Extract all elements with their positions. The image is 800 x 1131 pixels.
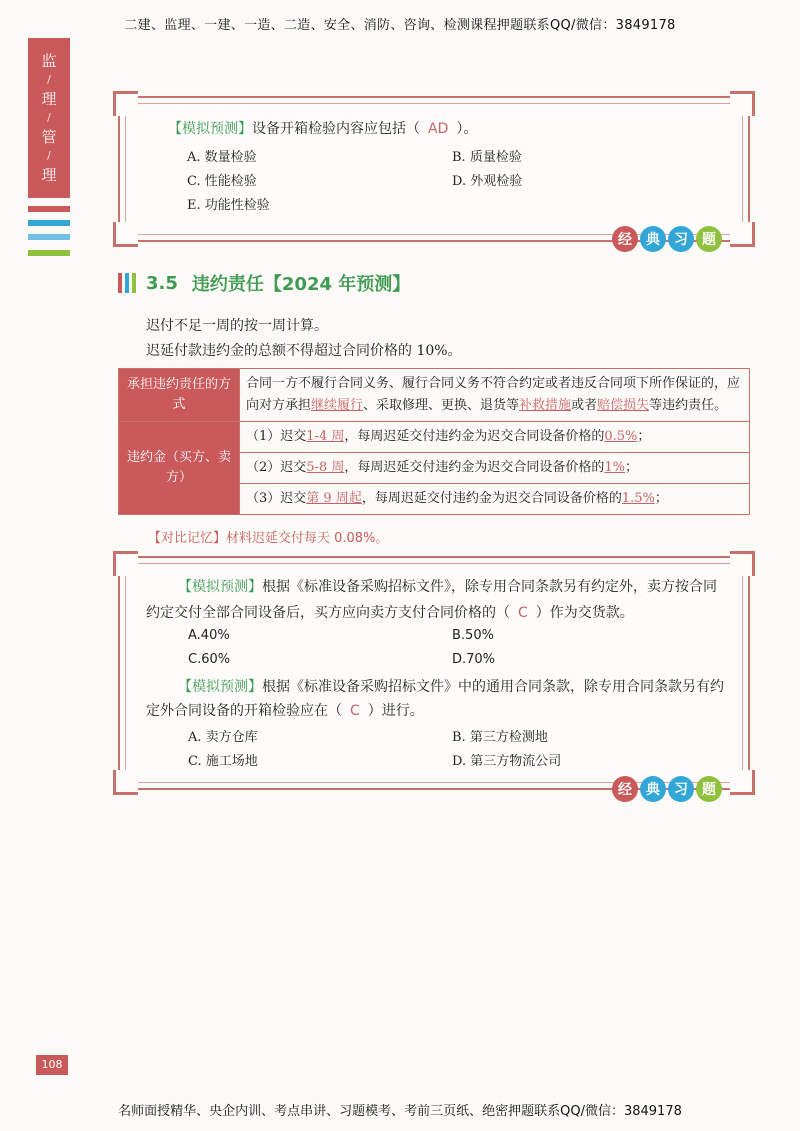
page-number: 108 (36, 1055, 68, 1075)
side-tab-divider: / (47, 73, 51, 86)
frame-corner (730, 770, 755, 795)
badge-char: 典 (640, 226, 666, 252)
question-2-line-2 (146, 602, 634, 622)
highlight-text: 补救措施 (519, 398, 572, 413)
option-a: A. 卖方仓库 (188, 730, 258, 745)
table-cell (240, 369, 750, 422)
side-tab (28, 38, 70, 198)
cell-text: ，每周迟延交付违约金为迟交合同设备价格的 (344, 429, 605, 444)
question-label: 【模拟预测】 (178, 679, 262, 695)
frame-corner (113, 222, 138, 247)
frame-corner (113, 551, 138, 576)
highlight-text: 继续履行 (311, 398, 364, 413)
cell-text: 、采取修理、更换、退货等 (363, 398, 520, 413)
highlight-text: 第 9 周起 (306, 491, 362, 506)
cell-text: 合同一方不履行合同义务、履行合同义务不符合约定或者违反合同项下所作保证的，应向对方承担 (246, 376, 741, 413)
question-text: 设备开箱检验内容应包括（ (252, 121, 420, 137)
frame-corner (730, 222, 755, 247)
cell-text: （2）迟交 (246, 460, 307, 475)
option-d: D. 第三方物流公司 (452, 754, 562, 769)
highlight-text: 0.5% (604, 429, 638, 444)
table-cell (240, 484, 750, 515)
answer-text: C (518, 605, 528, 621)
answer-text: AD (428, 121, 449, 137)
option-d: D. 外观检验 (452, 174, 523, 189)
option-a: A. 数量检验 (187, 150, 257, 165)
question-label: 【模拟预测】 (168, 121, 252, 137)
option-a: A.40% (188, 628, 230, 643)
frame-corner (113, 91, 138, 116)
option-b: B. 质量检验 (452, 150, 522, 165)
badge-char: 典 (640, 776, 666, 802)
option-b: B.50% (452, 628, 494, 643)
classic-exercise-badge (612, 226, 722, 252)
cell-text: ； (654, 491, 668, 506)
answer-text: C (350, 703, 360, 719)
compare-note: 【对比记忆】材料迟延交付每天 0.08%。 (148, 531, 389, 546)
footer-banner: 名师面授精华、央企内训、考点串讲、习题模考、考前三页纸、绝密押题联系QQ/微信：3849178 (118, 1104, 682, 1119)
frame-corner (113, 770, 138, 795)
question-2-line-1 (178, 576, 717, 596)
side-tab-char: 监 (41, 52, 57, 70)
question-3-line-2 (146, 700, 424, 720)
side-tab-char: 理 (41, 90, 57, 108)
question-text-end: ）。 (456, 121, 478, 137)
highlight-text: 1% (604, 460, 625, 475)
cell-text: ，每周迟延交付违约金为迟交合同设备价格的 (361, 491, 622, 506)
table-row (119, 369, 750, 422)
table-row-header: 承担违约责任的方式 (119, 369, 240, 422)
header-banner: 二建、监理、一建、一造、二造、安全、消防、咨询、检测课程押题联系QQ/微信：3849178 (124, 18, 676, 33)
section-title: 违约责任【2024 年预测】 (191, 274, 411, 295)
badge-char: 习 (668, 776, 694, 802)
paragraph: 迟付不足一周的按一周计算。 (146, 318, 328, 334)
question-text: 约定交付全部合同设备后，买方应向卖方支付合同价格的（ (146, 605, 510, 621)
cell-text: 等违约责任。 (649, 398, 728, 413)
badge-char: 经 (612, 226, 638, 252)
cell-text: 或者 (571, 398, 598, 413)
side-stripe-blue (28, 220, 70, 226)
option-e: E. 功能性检验 (187, 198, 270, 213)
badge-char: 习 (668, 226, 694, 252)
side-stripe-blue-2 (28, 234, 70, 240)
question-1-stem (168, 118, 477, 138)
section-number: 3.5 (146, 272, 178, 294)
question-text-end: ）作为交货款。 (535, 605, 634, 621)
question-text: 定外合同设备的开箱检验应在（ (146, 703, 342, 719)
option-b: B. 第三方检测地 (452, 730, 548, 745)
option-c: C. 施工场地 (188, 754, 258, 769)
section-bars-icon (118, 273, 136, 293)
table-row-header: 违约金（买方、卖方） (119, 422, 240, 515)
badge-char: 经 (612, 776, 638, 802)
frame-corner (730, 91, 755, 116)
cell-text: （3）迟交 (246, 491, 307, 506)
table-row (119, 422, 750, 453)
paragraph: 迟延付款违约金的总额不得超过合同价格的 10%。 (146, 343, 462, 359)
frame-corner (730, 551, 755, 576)
liability-table (118, 368, 750, 515)
side-stripe-red (28, 206, 70, 212)
question-text-end: ）进行。 (367, 703, 424, 719)
cell-text: （1）迟交 (246, 429, 307, 444)
classic-exercise-badge (612, 776, 722, 802)
side-tab-char: 管 (41, 128, 57, 146)
question-text: 根据《标准设备采购招标文件》，除专用合同条款另有约定外，卖方按合同 (262, 579, 717, 595)
side-tab-char: 理 (41, 166, 57, 184)
question-3-line-1 (178, 676, 724, 696)
table-cell (240, 453, 750, 484)
table-cell (240, 422, 750, 453)
cell-text: ； (625, 460, 639, 475)
side-tab-divider: / (47, 111, 51, 124)
highlight-text: 1-4 周 (306, 429, 345, 444)
question-label: 【模拟预测】 (178, 579, 262, 595)
question-text: 根据《标准设备采购招标文件》中的通用合同条款，除专用合同条款另有约 (262, 679, 724, 695)
side-tab-divider: / (47, 149, 51, 162)
badge-char: 题 (696, 776, 722, 802)
side-stripe-green (28, 250, 70, 256)
option-c: C. 性能检验 (187, 174, 257, 189)
badge-char: 题 (696, 226, 722, 252)
highlight-text: 5-8 周 (306, 460, 345, 475)
cell-text: ，每周迟延交付违约金为迟交合同设备价格的 (344, 460, 605, 475)
option-d: D.70% (452, 652, 496, 667)
highlight-text: 1.5% (621, 491, 655, 506)
option-c: C.60% (188, 652, 231, 667)
cell-text: ； (637, 429, 651, 444)
highlight-text: 赔偿损失 (597, 398, 650, 413)
section-heading (118, 268, 410, 298)
